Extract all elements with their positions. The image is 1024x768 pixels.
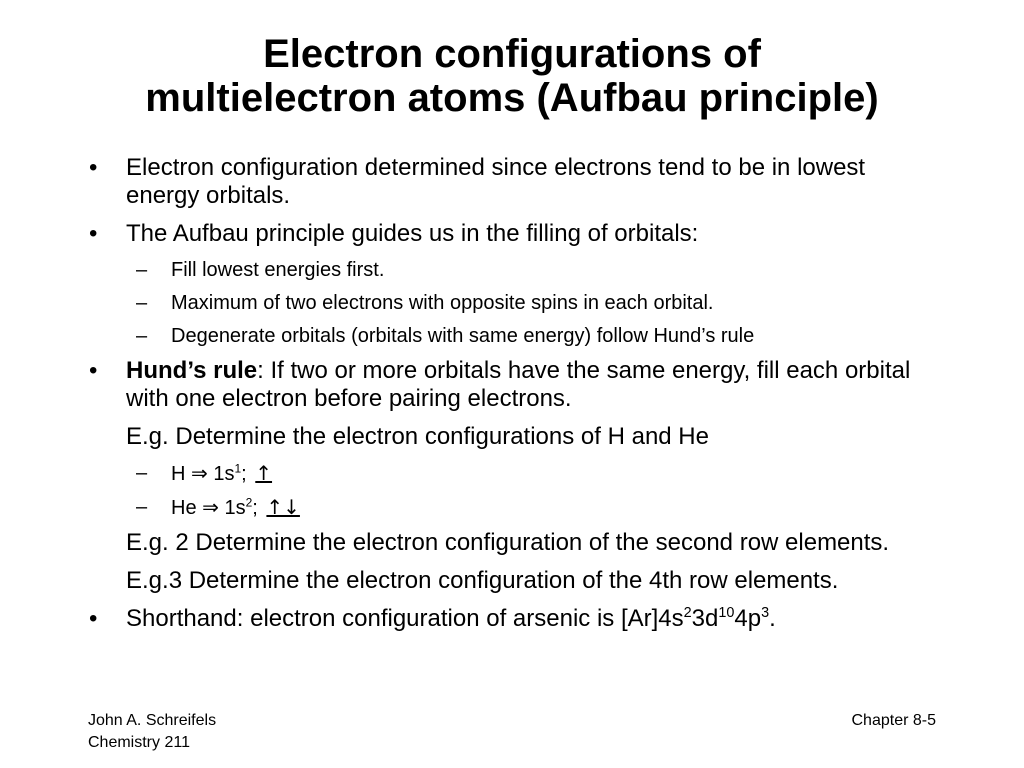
- exponent-4p: 3: [761, 605, 770, 621]
- spin-pair-arrows: ↑↓: [266, 495, 300, 519]
- dash-marker: –: [136, 292, 148, 314]
- dash-marker: –: [136, 325, 148, 347]
- exponent-3d: 10: [718, 605, 735, 621]
- bullet-marker: •: [89, 605, 98, 632]
- hunds-rule-term: Hund’s rule: [126, 357, 258, 384]
- element-symbol: He: [171, 497, 197, 519]
- spin-up-arrow: ↑: [255, 461, 273, 485]
- sub-bullet-text: Degenerate orbitals (orbitals with same energy) follow Hund’s rule: [171, 325, 755, 347]
- bullet-text: The Aufbau principle guides us in the filling of orbitals:: [126, 220, 699, 247]
- period: .: [769, 605, 776, 632]
- orbital-config: 1s: [213, 463, 235, 485]
- bullet-aufbau: [84, 220, 944, 248]
- sub-bullet-text: Maximum of two electrons with opposite spins in each orbital.: [171, 292, 714, 314]
- bullet-hunds-rule: [84, 357, 944, 413]
- example-hydrogen: [84, 461, 944, 486]
- example-helium: [84, 495, 944, 520]
- slide-title: [60, 32, 964, 120]
- example-1-text: E.g. Determine the electron configurations of H and He: [126, 423, 709, 450]
- title-line-1: Electron configurations of: [263, 32, 761, 76]
- sub-bullet-text: Fill lowest energies first.: [171, 259, 385, 281]
- bullet-text: Electron configuration determined since electrons tend to be in lowest energy orbitals.: [126, 154, 866, 209]
- example-2-text: E.g. 2 Determine the electron configuration of the second row elements.: [126, 529, 890, 556]
- example-3-text: E.g.3 Determine the electron configuration of the 4th row elements.: [126, 567, 839, 594]
- dash-marker: –: [136, 259, 148, 281]
- title-line-2: multielectron atoms (Aufbau principle): [145, 76, 879, 120]
- element-symbol: H: [171, 463, 186, 485]
- slide-content: [84, 154, 944, 643]
- footer-author-block: [88, 710, 216, 754]
- bullet-marker: •: [89, 220, 98, 247]
- implies-symbol: ⇒: [191, 461, 208, 485]
- orbital-3d: 3d: [691, 605, 719, 632]
- shorthand-text: Shorthand: electron configuration of arsenic is [Ar]4s: [126, 605, 684, 632]
- dash-marker: –: [136, 462, 148, 484]
- bullet-marker: •: [89, 357, 98, 384]
- footer-author: John A. Schreifels: [88, 712, 217, 729]
- separator: ;: [241, 463, 247, 485]
- hunds-rule-definition: : If two or more orbitals have the same energy, fill each orbital with one electron before pairing electrons.: [126, 357, 911, 412]
- electron-count: 2: [245, 495, 253, 510]
- electron-count: 1: [234, 461, 242, 476]
- sub-bullet-fill-lowest: [84, 258, 944, 282]
- sub-bullet-max-two: [84, 291, 944, 315]
- separator: ;: [252, 497, 258, 519]
- implies-symbol: ⇒: [202, 495, 219, 519]
- orbital-4p: 4p: [734, 605, 762, 632]
- orbital-config: 1s: [224, 497, 246, 519]
- bullet-shorthand: [84, 605, 944, 633]
- bullet-electron-configuration: [84, 154, 944, 210]
- footer-course: Chemistry 211: [88, 734, 190, 751]
- dash-marker: –: [136, 496, 148, 518]
- sub-bullet-degenerate: [84, 324, 944, 348]
- footer-chapter: Chapter 8-5: [851, 712, 936, 729]
- bullet-marker: •: [89, 154, 98, 181]
- exponent-4s: 2: [683, 605, 692, 621]
